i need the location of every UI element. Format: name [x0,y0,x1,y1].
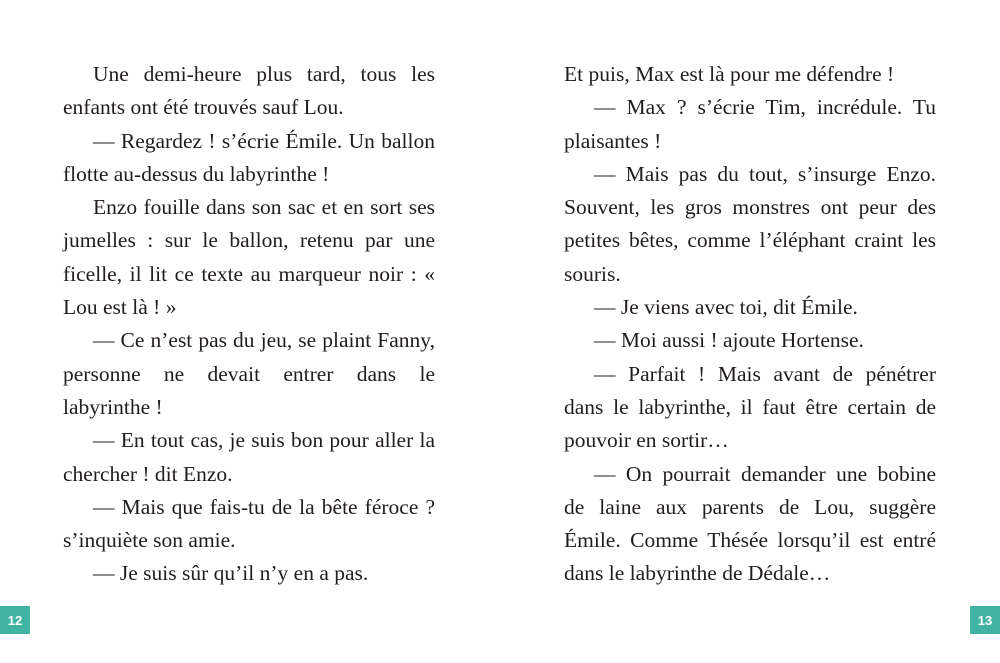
page-number-badge-left [0,606,30,634]
paragraph: — Regardez ! s’écrie Émile. Un ballon flotte au-dessus du labyrinthe ! [63,128,435,186]
page-number-left: 12 [7,612,23,628]
left-page [63,58,435,591]
paragraph: Enzo fouille dans son sac et en sort ses jumelles : sur le ballon, retenu par une ficelle, il lit ce texte au marqueur noir : « Lou est là ! » [63,195,435,320]
right-page [564,58,936,591]
paragraph: Et puis, Max est là pour me défendre ! [564,62,895,86]
page-number-right: 13 [977,612,993,628]
paragraph: — Ce n’est pas du jeu, se plaint Fanny, personne ne devait entrer dans le labyrinthe ! [63,328,435,419]
paragraph: — En tout cas, je suis bon pour aller la chercher ! dit Enzo. [63,428,435,486]
paragraph: — Je suis sûr qu’il n’y en a pas. [93,561,369,586]
page-number-badge-right [970,606,1000,634]
paragraph: — Mais que fais-tu de la bête féroce ? s’inquiète son amie. [63,494,435,553]
paragraph: Une demi-heure plus tard, tous les enfants ont été trouvés sauf Lou. [63,62,435,120]
paragraph: — Max ? s’écrie Tim, incrédule. Tu plaisantes ! [564,95,936,153]
paragraph: — Je viens avec toi, dit Émile. [594,295,858,320]
paragraph: — Parfait ! Mais avant de pénétrer dans le labyrinthe, il faut être certain de pouvoir en sortir… [564,361,936,453]
paragraph: — Moi aussi ! ajoute Hortense. [594,328,864,353]
paragraph: — On pourrait demander une bobine de laine aux parents de Lou, suggère Émile. Comme Thésée lorsqu’il est entré dans le labyrinthe de Dédale… [564,461,936,586]
paragraph: — Mais pas du tout, s’insurge Enzo. Souvent, les gros monstres ont peur des petites bêtes, comme l’éléphant craint les souris. [564,161,936,286]
